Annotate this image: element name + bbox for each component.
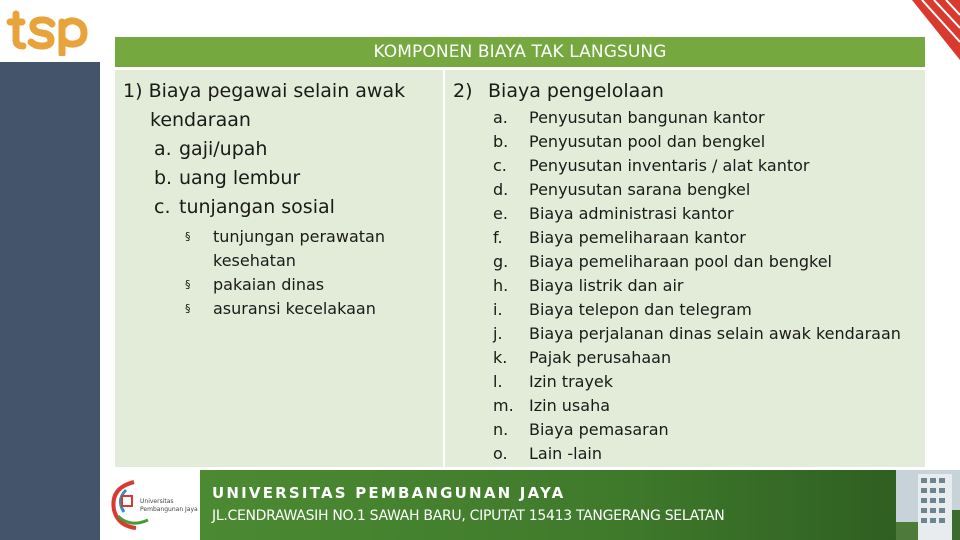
right-heading <box>445 77 925 106</box>
bullet-marker-icon: § <box>185 230 191 243</box>
list-item: g. Biaya pemeliharaan pool dan bengkel <box>493 252 832 271</box>
right-column <box>445 77 925 466</box>
list-item: a. Penyusutan bangunan kantor <box>493 108 765 127</box>
bullet-marker-icon: § <box>185 302 191 315</box>
list-item: j. Biaya perjalanan dinas selain awak kendaraan <box>493 324 901 343</box>
list-item: e. Biaya administrasi kantor <box>493 204 734 223</box>
bullet-item: § asuransi kecelakaan <box>115 297 443 321</box>
tsp-logo-icon <box>6 8 90 56</box>
left-sidebar-band <box>0 62 100 540</box>
list-item: o. Lain -lain <box>493 444 602 463</box>
list-item: d. Penyusutan sarana bengkel <box>493 180 751 199</box>
list-item: m. Izin usaha <box>493 396 611 415</box>
bullet-marker-icon: § <box>185 278 191 291</box>
list-item: c. tunjangan sosial <box>154 196 335 218</box>
footer-address: JL.CENDRAWASIH NO.1 SAWAH BARU, CIPUTAT 15413 TANGERANG SELATAN <box>212 508 725 524</box>
left-heading <box>115 77 443 135</box>
bullet-item: § pakaian dinas <box>115 273 443 297</box>
cost-components-table <box>115 37 925 467</box>
left-heading-line1: Biaya pegawai selain awak <box>148 80 406 102</box>
right-heading-number: 2) <box>453 80 473 102</box>
building-photo <box>896 470 960 540</box>
list-item: b. Penyusutan pool dan bengkel <box>493 132 766 151</box>
list-item: c. Penyusutan inventaris / alat kantor <box>493 156 810 175</box>
footer-band <box>200 470 896 540</box>
table-header: KOMPONEN BIAYA TAK LANGSUNG <box>115 37 925 70</box>
footer-title: UNIVERSITAS PEMBANGUNAN JAYA <box>212 484 566 502</box>
footer-logo-text: Universitas Pembangunan Jaya <box>140 498 198 513</box>
list-item: f. Biaya pemeliharaan kantor <box>493 228 746 247</box>
bullet-item: § tunjungan perawatan kesehatan <box>115 225 443 273</box>
list-item: n. Biaya pemasaran <box>493 420 669 439</box>
left-heading-number: 1) <box>123 80 143 102</box>
list-item: i. Biaya telepon dan telegram <box>493 300 752 319</box>
right-heading-text: Biaya pengelolaan <box>488 80 664 102</box>
left-bullets <box>115 225 443 321</box>
left-column <box>115 77 443 321</box>
footer <box>100 470 960 540</box>
list-item: b. uang lembur <box>154 167 301 189</box>
left-heading-line2: kendaraan <box>150 109 251 131</box>
left-subitems <box>115 135 443 222</box>
university-logo-icon <box>104 472 198 536</box>
list-item: k. Pajak perusahaan <box>493 348 672 367</box>
list-item: l. Izin trayek <box>493 372 614 391</box>
right-list <box>445 106 925 466</box>
list-item: h. Biaya listrik dan air <box>493 276 684 295</box>
list-item: a. gaji/upah <box>154 138 268 160</box>
